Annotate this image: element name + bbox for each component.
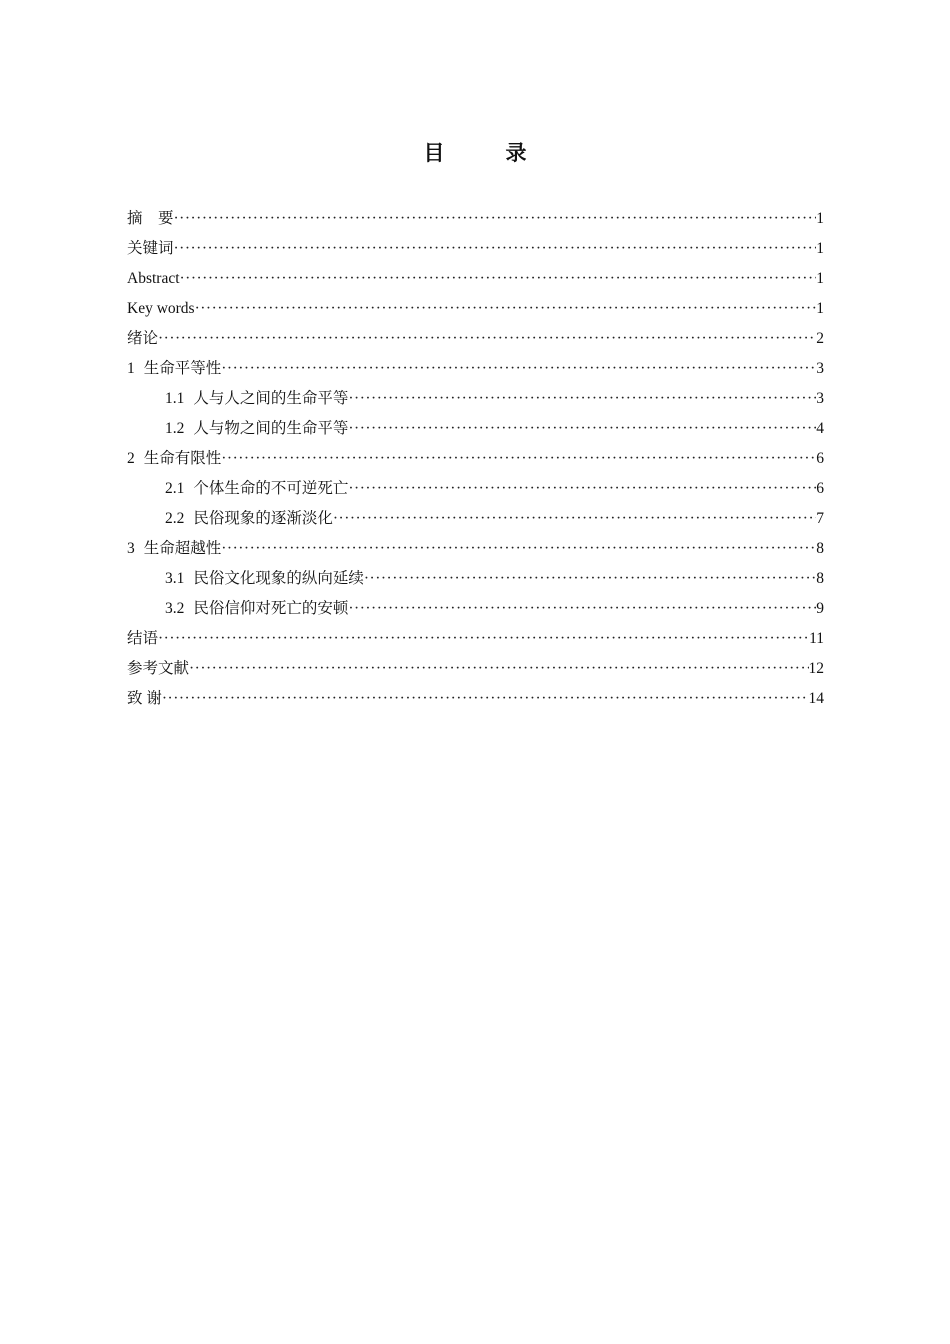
- toc-dot-leader: [348, 474, 816, 504]
- toc-entry-section-3-2: [127, 594, 824, 624]
- toc-title: 目 录: [423, 141, 547, 165]
- toc-entry-page: 14: [808, 690, 824, 707]
- toc-entry-abstract-cn: [127, 204, 824, 234]
- toc-entry-text: 民俗现象的逐渐淡化: [193, 510, 333, 527]
- toc-entry-number: 2.2: [165, 510, 185, 527]
- toc-entry-label: Abstract: [127, 270, 180, 287]
- toc-dot-leader: [174, 234, 817, 264]
- toc-entry-label: [165, 504, 333, 534]
- toc-entry-chapter-2: [127, 444, 824, 474]
- toc-dot-leader: [195, 294, 817, 324]
- toc-entry-label: [127, 354, 221, 384]
- toc-entry-label: [127, 444, 221, 474]
- toc-entry-section-2-1: [127, 474, 824, 504]
- toc-entry-page: 6: [816, 480, 824, 497]
- toc-entry-abstract-en: [127, 264, 824, 294]
- toc-entry-page: 11: [809, 630, 824, 647]
- toc-entry-number: 3.1: [165, 570, 185, 587]
- toc-entry-page: 3: [816, 360, 824, 377]
- toc-entry-page: 9: [816, 600, 824, 617]
- toc-entry-page: 1: [816, 210, 824, 227]
- toc-entry-number: 1.2: [165, 420, 185, 437]
- toc-entry-label: [165, 474, 348, 504]
- toc-list: [127, 204, 824, 714]
- toc-entry-acknowledgements: [127, 684, 824, 714]
- toc-dot-leader: [333, 504, 816, 534]
- toc-dot-leader: [348, 384, 816, 414]
- toc-entry-page: 1: [816, 270, 824, 287]
- toc-entry-page: 6: [816, 450, 824, 467]
- toc-dot-leader: [189, 654, 808, 684]
- toc-entry-text: 个体生命的不可逆死亡: [193, 480, 349, 497]
- toc-entry-section-1-1: [127, 384, 824, 414]
- toc-entry-page: 8: [816, 540, 824, 557]
- toc-entry-label: [165, 384, 348, 414]
- toc-entry-number: 1.1: [165, 390, 185, 407]
- toc-entry-section-3-1: [127, 564, 824, 594]
- toc-entry-section-1-2: [127, 414, 824, 444]
- toc-entry-text: 人与人之间的生命平等: [193, 390, 349, 407]
- toc-entry-label: [165, 564, 364, 594]
- toc-entry-label: [127, 534, 221, 564]
- toc-dot-leader: [348, 594, 816, 624]
- toc-entry-label: 参考文献: [127, 660, 190, 677]
- toc-entry-page: 8: [816, 570, 824, 587]
- toc-entry-keywords-cn: [127, 234, 824, 264]
- toc-entry-page: 1: [816, 240, 824, 257]
- toc-dot-leader: [221, 444, 816, 474]
- toc-entry-chapter-1: [127, 354, 824, 384]
- toc-dot-leader: [180, 264, 817, 294]
- toc-entry-text: 民俗信仰对死亡的安顿: [193, 600, 349, 617]
- toc-entry-text: 人与物之间的生命平等: [193, 420, 349, 437]
- toc-dot-leader: [364, 564, 816, 594]
- toc-entry-label: [165, 414, 348, 444]
- toc-dot-leader: [348, 414, 816, 444]
- toc-entry-label: 致 谢: [127, 690, 162, 707]
- toc-entry-number: 3: [127, 540, 135, 557]
- toc-entry-keywords-en: [127, 294, 824, 324]
- toc-dot-leader: [158, 624, 809, 654]
- toc-entry-number: 2.1: [165, 480, 185, 497]
- toc-entry-label: [165, 594, 348, 624]
- toc-entry-number: 2: [127, 450, 135, 467]
- toc-dot-leader: [158, 324, 816, 354]
- toc-entry-page: 4: [816, 420, 824, 437]
- toc-entry-text: 生命有限性: [143, 450, 222, 467]
- toc-entry-page: 1: [816, 300, 824, 317]
- toc-entry-section-2-2: [127, 504, 824, 534]
- toc-entry-number: 1: [127, 360, 135, 377]
- toc-entry-page: 7: [816, 510, 824, 527]
- toc-entry-label: 摘 要: [127, 210, 174, 227]
- toc-entry-page: 12: [808, 660, 824, 677]
- toc-entry-text: 生命平等性: [143, 360, 222, 377]
- toc-dot-leader: [162, 684, 809, 714]
- toc-entry-conclusion: [127, 624, 824, 654]
- toc-entry-introduction: [127, 324, 824, 354]
- toc-entry-number: 3.2: [165, 600, 185, 617]
- toc-entry-chapter-3: [127, 534, 824, 564]
- toc-entry-label: 绪论: [127, 330, 159, 347]
- toc-entry-label: 关键词: [127, 240, 174, 257]
- toc-dot-leader: [174, 204, 817, 234]
- toc-entry-page: 2: [816, 330, 824, 347]
- toc-entry-text: 民俗文化现象的纵向延续: [193, 570, 364, 587]
- toc-entry-references: [127, 654, 824, 684]
- toc-entry-text: 生命超越性: [143, 540, 222, 557]
- toc-entry-label: Key words: [127, 300, 195, 317]
- toc-dot-leader: [221, 534, 816, 564]
- toc-entry-page: 3: [816, 390, 824, 407]
- toc-dot-leader: [221, 354, 816, 384]
- toc-entry-label: 结语: [127, 630, 159, 647]
